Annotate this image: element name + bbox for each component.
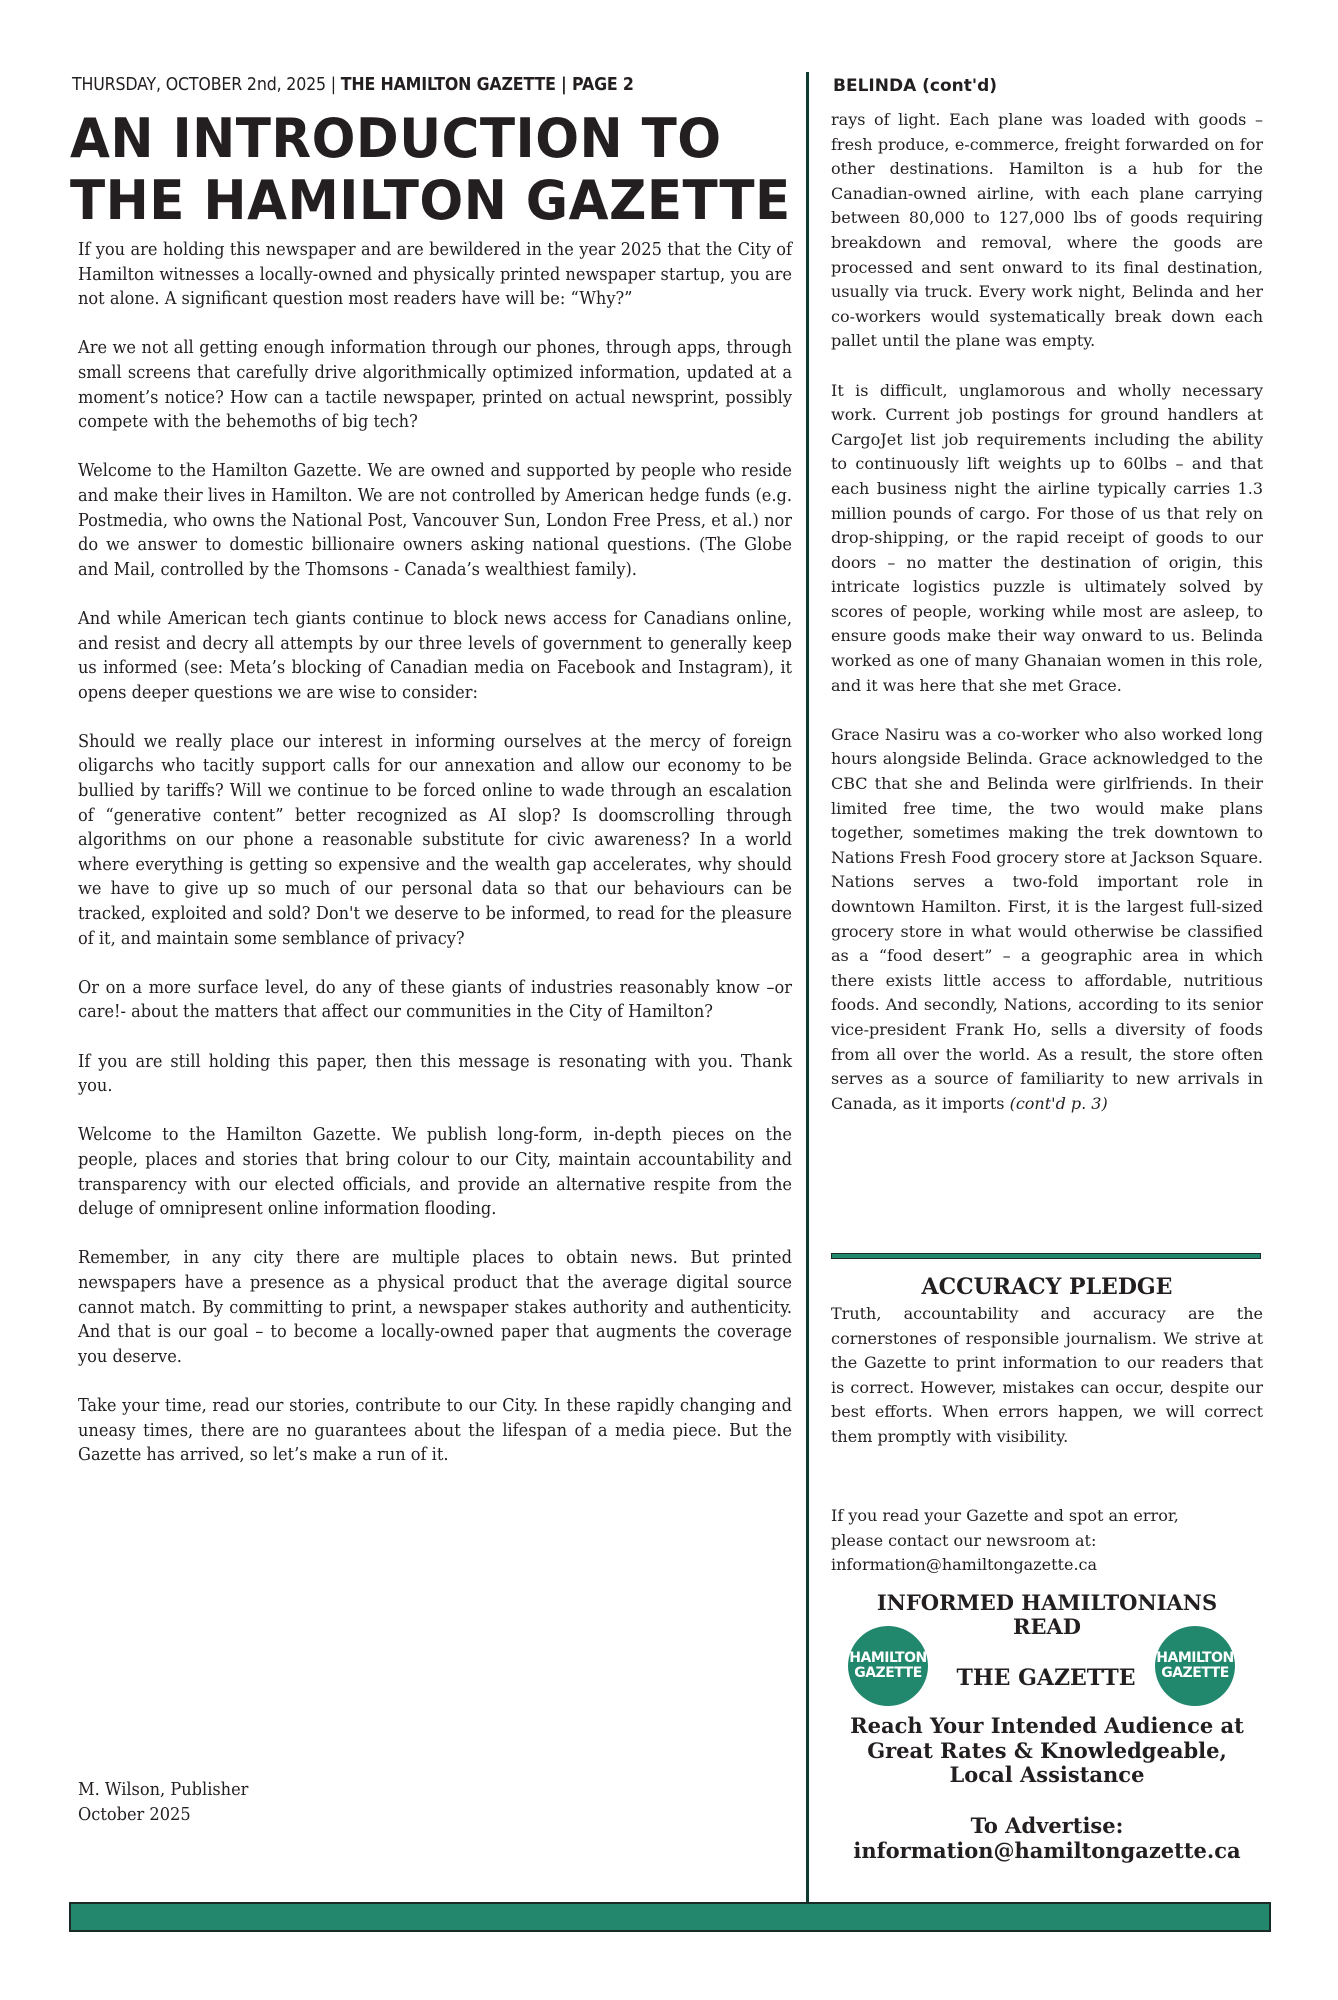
advertise-email-link[interactable]: information@hamiltongazette.ca (853, 1837, 1241, 1863)
article-paragraph: It is difficult, unglamorous and wholly necessary work. Current job postings for ground handlers at CargoJet list job requirements including the ability to continuously lift weights up to 60lbs – and that each business night the airline typically carries 1.3 million pounds of cargo. For those of us that rely on drop-shipping, or the rapid receipt of goods to our doors – no matter the destination of origin, this intricate logistics puzzle is ultimately solved by scores of people, working while most are asleep, to ensure goods make their way onward to us. Belinda worked as one of many Ghanaian women in this role, and it was here that she met Grace. (831, 380, 1263, 695)
continued-article (831, 108, 1263, 1141)
dateline (72, 74, 634, 95)
ad-cta-label: To Advertise: (970, 1813, 1124, 1838)
masthead-page: THE HAMILTON GAZETTE | PAGE 2 (340, 74, 634, 95)
article-paragraph-last (831, 723, 1263, 1117)
article-paragraph: Take your time, read our stories, contribute to our City. In these rapidly changing and uneasy times, there are no guarantees about the lifespan of a media piece. But the Gazette has arrived, so let’s make a run of it. (78, 1394, 792, 1466)
ad-gazette-label: THE GAZETTE (956, 1665, 1136, 1691)
ad-call-to-action (831, 1814, 1263, 1863)
accuracy-pledge-title: ACCURACY PLEDGE (921, 1274, 1173, 1300)
article-paragraph: Welcome to the Hamilton Gazette. We publish long-form, in-depth pieces on the people, places and stories that bring colour to our City, maintain accountability and transparency with our elected officials, and provide an alternative respite from the deluge of omnipresent online information flooding. (78, 1124, 792, 1220)
hamilton-gazette-logo-icon (848, 1626, 928, 1706)
accuracy-pledge-body (831, 1302, 1263, 1474)
continued-article-heading: BELINDA (cont'd) (833, 76, 998, 96)
headline-line-2: THE HAMILTON GAZETTE (70, 169, 791, 232)
footer-bar (69, 1902, 1271, 1932)
accuracy-pledge-contact (831, 1504, 1263, 1578)
intro-article (78, 238, 792, 1492)
column-divider (806, 72, 809, 1912)
contact-line: please contact our newsroom at: (831, 1530, 1097, 1550)
hamilton-gazette-logo-icon (1155, 1626, 1235, 1706)
article-paragraph: Welcome to the Hamilton Gazette. We are owned and supported by people who reside and make their lives in Hamilton. We are not controlled by American hedge funds (e.g. Postmedia, who owns the National Post, Vancouver Sun, London Free Press, et al.) nor do we answer to domestic billionaire owners asking national questions. (The Globe and Mail, controlled by the Thomsons - Canada’s wealthiest family). (78, 460, 792, 580)
continued-link[interactable]: (cont'd p. 3) (1009, 1093, 1108, 1113)
article-paragraph: And while American tech giants continue to block news access for Canadians online, and resist and decry all attempts by our three levels of government to generally keep us informed (see: Meta’s blocking of Canadian media on Facebook and Instagram), it opens deeper questions we are wise to consider: (78, 607, 792, 703)
article-paragraph: Should we really place our interest in informing ourselves at the mercy of foreign oligarchs who tacitly support calls for our annexation and allow our economy to be bullied by tariffs? Will we continue to be forced online to wade through an escalation of “generative content” better recognized as AI slop? Is doomscrolling through algorithms on our phone a reasonable substitute for civic awareness? In a world where everything is getting so expensive and the wealth gap accelerates, why should we have to give up so much of our personal data so that our behaviours can be tracked, exploited and sold? Don't we deserve to be informed, to read for the pleasure of it, and maintain some semblance of privacy? (78, 730, 792, 949)
ad-reach-line: Reach Your Intended Audience at (850, 1713, 1244, 1738)
ad-reach-line: Great Rates & Knowledgeable, (867, 1737, 1227, 1763)
page-title (70, 108, 796, 232)
article-paragraph: Or on a more surface level, do any of these giants of industries reasonably know –or care!- about the matters that affect our communities in the City of Hamilton? (78, 976, 792, 1023)
ad-reach-line: Local Assistance (949, 1762, 1145, 1787)
logo-text: GAZETTE (854, 1665, 922, 1681)
article-paragraph: If you are still holding this paper, then this message is resonating with you. Thank you. (78, 1050, 792, 1097)
headline-line-1: AN INTRODUCTION TO (70, 107, 722, 170)
signature-date: October 2025 (78, 1803, 191, 1825)
logo-text: GAZETTE (1161, 1665, 1229, 1681)
section-separator (831, 1253, 1261, 1259)
newsroom-email-link[interactable]: information@hamiltongazette.ca (831, 1555, 1098, 1575)
contact-line: If you read your Gazette and spot an error, (831, 1506, 1179, 1525)
last-paragraph-text: Grace Nasiru was a co-worker who also worked long hours alongside Belinda. Grace acknowledged to the CBC that she and Belinda were girlfriends. In their limited free time, the two would make plans together, sometimes making the trek downtown to Nations Fresh Food grocery store at Jackson Square. Nations serves a two-fold important role in downtown Hamilton. First, it is the largest full-sized grocery store in what would otherwise be classified as a “food desert” – a geographic area in which there exists little access to affordable, nutritious foods. And secondly, Nations, according to its senior vice-president Frank Ho, sells a diversity of foods from all over the world. As a result, the store often serves as a source of familiarity to new arrivals in Canada, as it imports (831, 724, 1263, 1113)
publisher-signature (78, 1778, 248, 1827)
logo-text: HAMILTON (1156, 1650, 1234, 1666)
article-paragraph: If you are holding this newspaper and are bewildered in the year 2025 that the City of Hamilton witnesses a locally-owned and physically printed newspaper startup, you are not alone. A significant question most readers have will be: “Why?” (78, 239, 792, 310)
logo-text: HAMILTON (849, 1650, 927, 1666)
ad-headline-line-1: INFORMED HAMILTONIANS (876, 1590, 1218, 1615)
article-paragraph: Are we not all getting enough information through our phones, through apps, through small screens that carefully drive algorithmically optimized information, updated at a moment’s notice? How can a tactile newspaper, printed on actual newsprint, possibly compete with the behemoths of big tech? (78, 337, 792, 433)
ad-headline-line-2: READ (1013, 1614, 1081, 1639)
article-paragraph: Remember, in any city there are multiple places to obtain news. But printed newspapers have a presence as a physical product that the average digital source cannot match. By committing to print, a newspaper stakes authority and authenticity. And that is our goal – to become a locally-owned paper that augments the coverage you deserve. (78, 1247, 792, 1367)
pledge-text: Truth, accountability and accuracy are the cornerstones of responsible journalism. We strive at the Gazette to print information to our readers that is correct. However, mistakes can occur, despite our best efforts. When errors happen, we will correct them promptly with visibility. (831, 1304, 1263, 1446)
article-paragraph: rays of light. Each plane was loaded with goods – fresh produce, e-commerce, freight forwarded on for other destinations. Hamilton is a hub for the Canadian-owned airline, with each plane carrying between 80,000 to 127,000 lbs of goods requiring breakdown and removal, where the goods are processed and sent onward to its final destination, usually via truck. Every work night, Belinda and her co-workers would systematically break down each pallet until the plane was empty. (831, 110, 1263, 351)
signature-name: M. Wilson, Publisher (78, 1779, 249, 1800)
ad-reach-text (831, 1714, 1263, 1788)
issue-date: THURSDAY, OCTOBER 2nd, 2025 | (72, 74, 336, 95)
